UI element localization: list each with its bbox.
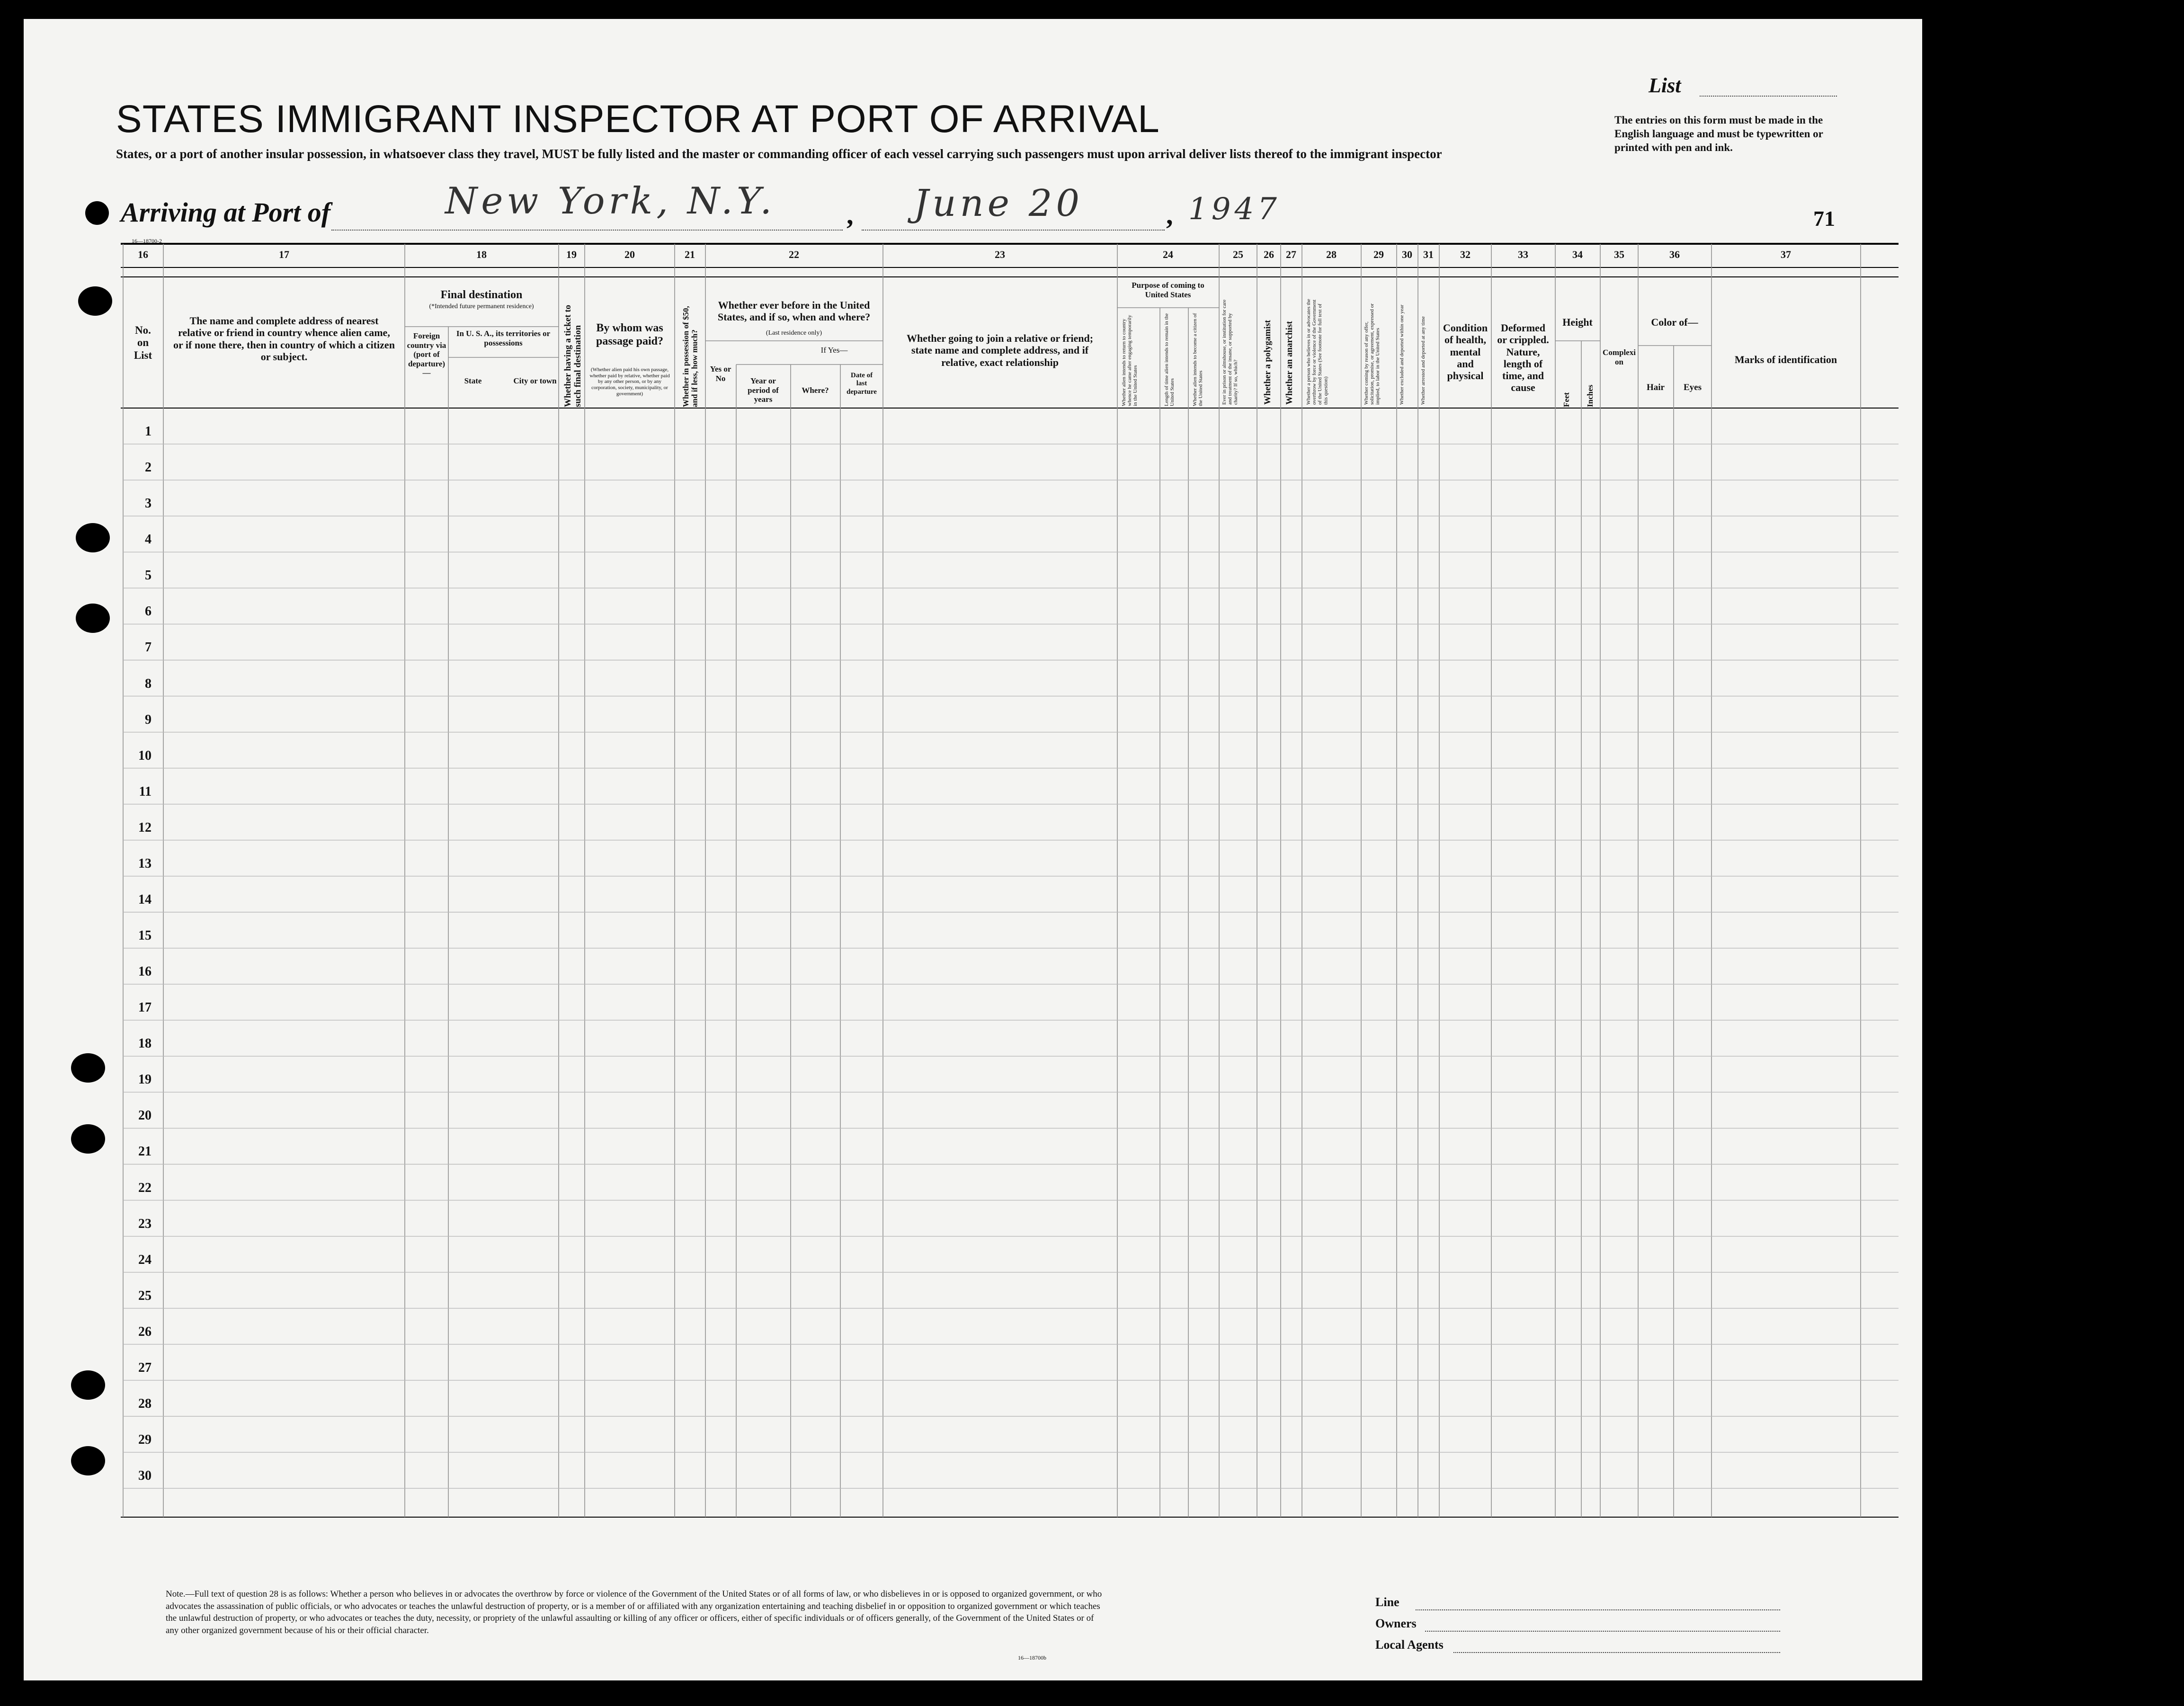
arriving-label: Arriving at Port of: [121, 197, 331, 228]
col-num-18: 18: [476, 249, 487, 260]
row-number: 12: [138, 820, 152, 835]
row-number: 5: [145, 568, 152, 583]
header-join-relative: Whether going to join a relative or friend; state name and complete address, and if relative, exact relationship: [906, 332, 1094, 368]
row-number: 13: [138, 856, 152, 871]
row-number: 27: [138, 1360, 152, 1375]
row-number: 14: [138, 892, 152, 907]
row-number: 7: [145, 640, 152, 655]
col-num-23: 23: [995, 249, 1005, 260]
punch-hole: [71, 1124, 105, 1154]
row-number: 23: [138, 1216, 152, 1231]
punch-hole: [71, 1446, 105, 1475]
owners-label: Owners: [1375, 1617, 1417, 1630]
header-purpose-length: Length of time alien intends to remain in the United States: [1164, 313, 1176, 406]
year-value: 1947: [1188, 192, 1281, 227]
col-num-30: 30: [1402, 249, 1412, 260]
header-color-of: Color of—: [1651, 316, 1698, 328]
header-passage-paid-note: (Whether alien paid his own passage, whether paid by relative, whether paid by any other person, or by any corporation, society, municipality, or government): [589, 367, 670, 397]
header-hair: Hair: [1647, 382, 1665, 392]
row-number: 3: [145, 496, 152, 511]
footnote-question-28: Note.—Full text of question 28 is as follows: Whether a person who believes in or advocates the overthrow by force or violence of the Government of the United States or of all forms of law, or who disbelieves in or is opposed to organized government, or who advocates the assassination of public officials, or who advocates or teaches the unlawful destruction of property, or is a member of or affiliated with any organization entertaining and teaching disbelief in or opposition to organized government or which teaches the unlawful destruction of property, or who advocates or teaches the duty, necessity, or propriety of the unlawful assaulting or killing of any officer or officers, either of specific individuals or of officers generally, of the Government of the United States or of any other organized government because of his or their official character.: [166, 1589, 1102, 1635]
row-number: 29: [138, 1432, 152, 1448]
form-code: 16—18700-2: [132, 238, 162, 244]
row-number: 10: [138, 748, 152, 763]
header-city-or-town: City or town: [513, 376, 557, 385]
header-arrested: Whether arrested and deported at any time: [1420, 316, 1426, 405]
row-number: 21: [138, 1144, 152, 1159]
col-num-35: 35: [1614, 249, 1624, 260]
header-ticket: Whether having a ticket to such final destination: [563, 304, 583, 407]
col-num-27: 27: [1286, 249, 1296, 260]
col-num-29: 29: [1373, 249, 1384, 260]
header-yes-or-no: Yes or No: [710, 364, 731, 383]
row-number: 30: [138, 1468, 152, 1484]
header-overthrow: Whether a person who believes in or advocates the overthrow by force or violence of the Government of the United States (See footnote for full text of this question): [1306, 299, 1329, 405]
header-deformed: Deformed or crippled. Nature, length of time, and cause: [1497, 322, 1549, 394]
comma-2: ,: [1166, 199, 1173, 230]
row-number: 4: [145, 532, 152, 547]
header-years: Year or period of years: [748, 376, 779, 404]
header-if-yes: If Yes—: [820, 346, 848, 355]
page-title: STATES IMMIGRANT INSPECTOR AT PORT OF ARRIVAL: [116, 98, 1160, 141]
header-state: State: [464, 376, 482, 385]
local-agents-label: Local Agents: [1375, 1638, 1444, 1652]
row-number: 15: [138, 928, 152, 943]
punch-hole: [71, 1053, 105, 1083]
punch-hole: [76, 604, 110, 633]
col-num-37: 37: [1781, 249, 1791, 260]
manifest-sheet: [24, 19, 1922, 1680]
header-nearest-relative: The name and complete address of nearest relative or friend in country whence alien came, or if none there, then in country of which a citizen or subject.: [173, 315, 395, 363]
header-anarchist: Whether an anarchist: [1284, 321, 1294, 405]
header-health: Condition of health, mental and physical: [1443, 322, 1488, 382]
row-number: 24: [138, 1252, 152, 1267]
header-eyes: Eyes: [1684, 382, 1702, 392]
col-num-19: 19: [566, 249, 577, 260]
col-num-21: 21: [685, 249, 695, 260]
header-ever-before-note: (Last residence only): [766, 329, 822, 337]
comma-1: ,: [847, 199, 854, 230]
local-agents-signature-line[interactable]: [1453, 1652, 1780, 1653]
col-num-34: 34: [1572, 249, 1583, 260]
row-number: 25: [138, 1288, 152, 1303]
row-number: 28: [138, 1396, 152, 1411]
header-feet: Feet: [1562, 392, 1571, 407]
header-labor-offer: Whether coming by reason of any offer, solicitation, promise, or agreement, expressed or implied, to labor in the United States: [1364, 303, 1381, 405]
col-num-16: 16: [138, 249, 148, 260]
row-number: 2: [145, 460, 152, 475]
header-marks-identification: Marks of identification: [1734, 354, 1837, 365]
header-in-usa: In U. S. A., its territories or possessions: [456, 329, 551, 347]
header-polygamist: Whether a polygamist: [1263, 320, 1273, 405]
row-number: 6: [145, 604, 152, 619]
col-num-31: 31: [1423, 249, 1434, 260]
col-num-25: 25: [1233, 249, 1243, 260]
form-instructions: The entries on this form must be made in the English language and must be typewritten or printed with pen and ink.: [1614, 114, 1823, 153]
header-excluded: Whether excluded and deported within one year: [1399, 304, 1405, 405]
header-ever-before: Whether ever before in the United States, and if so, when and where?: [717, 299, 871, 323]
header-inches: Inches: [1586, 384, 1595, 407]
header-purpose-return: Whether alien intends to return to country whence he came after engaging temporarily in the United States: [1121, 315, 1139, 406]
line-label: Line: [1375, 1595, 1400, 1609]
row-number: 9: [145, 712, 152, 727]
header-possession-50: Whether in possession of $50, and if less, how much?: [681, 306, 699, 407]
row-number: 19: [138, 1072, 152, 1087]
header-foreign-country: Foreign country via (port of departure)—: [407, 331, 446, 378]
col-num-33: 33: [1518, 249, 1528, 260]
header-passage-paid: By whom was passage paid?: [596, 322, 664, 347]
row-number: 18: [138, 1036, 152, 1051]
row-number: 16: [138, 964, 152, 979]
punch-hole: [76, 523, 110, 552]
page-subtitle: States, or a port of another insular possession, in whatsoever class they travel, MUST be fully listed and the master or commanding officer of each vessel carrying such passengers must upon arrival deliver lists thereof to the immigrant inspector: [116, 147, 1442, 161]
row-number: 26: [138, 1324, 152, 1339]
col-num-26: 26: [1264, 249, 1274, 260]
header-purpose-citizen: Whether alien intends to become a citizen of the United States: [1192, 313, 1204, 406]
manifest-grid: [24, 19, 1922, 1680]
row-number: 20: [138, 1108, 152, 1123]
row-number: 8: [145, 676, 152, 691]
footer-form-code: 16—18700b: [1018, 1654, 1046, 1661]
col-num-20: 20: [624, 249, 635, 260]
row-number: 1: [145, 424, 152, 439]
list-label: List: [1649, 74, 1681, 97]
punch-hole: [78, 286, 112, 316]
header-final-destination: Final destination: [440, 289, 523, 301]
row-number: 11: [139, 784, 152, 799]
date-value: June 20: [914, 182, 1083, 225]
col-num-24: 24: [1163, 249, 1173, 260]
page-number: 71: [1813, 206, 1835, 231]
header-final-destination-note: (*Intended future permanent residence): [429, 303, 534, 310]
port-value: New York, N.Y.: [445, 180, 776, 222]
col-num-32: 32: [1460, 249, 1471, 260]
line-signature-line[interactable]: [1416, 1609, 1780, 1610]
header-height: Height: [1562, 316, 1593, 328]
header-complexion: Complexion: [1603, 348, 1636, 366]
header-purpose: Purpose of coming to United States: [1132, 281, 1204, 299]
punch-hole: [85, 201, 109, 225]
header-date-departure: Date of last departure: [847, 372, 877, 396]
col-num-28: 28: [1326, 249, 1337, 260]
col-num-22: 22: [789, 249, 799, 260]
row-number: 17: [138, 1000, 152, 1015]
col-num-17: 17: [279, 249, 289, 260]
header-prison: Ever in prison or almshouse, or institution for care and treatment of the insane, or supported by charity? If so, which?: [1221, 299, 1239, 405]
header-where: Where?: [802, 386, 829, 395]
owners-signature-line[interactable]: [1425, 1631, 1780, 1632]
col-num-36: 36: [1669, 249, 1680, 260]
row-number: 22: [138, 1180, 152, 1195]
header-no-on-list: No. on List: [134, 324, 152, 361]
punch-hole: [71, 1370, 105, 1400]
